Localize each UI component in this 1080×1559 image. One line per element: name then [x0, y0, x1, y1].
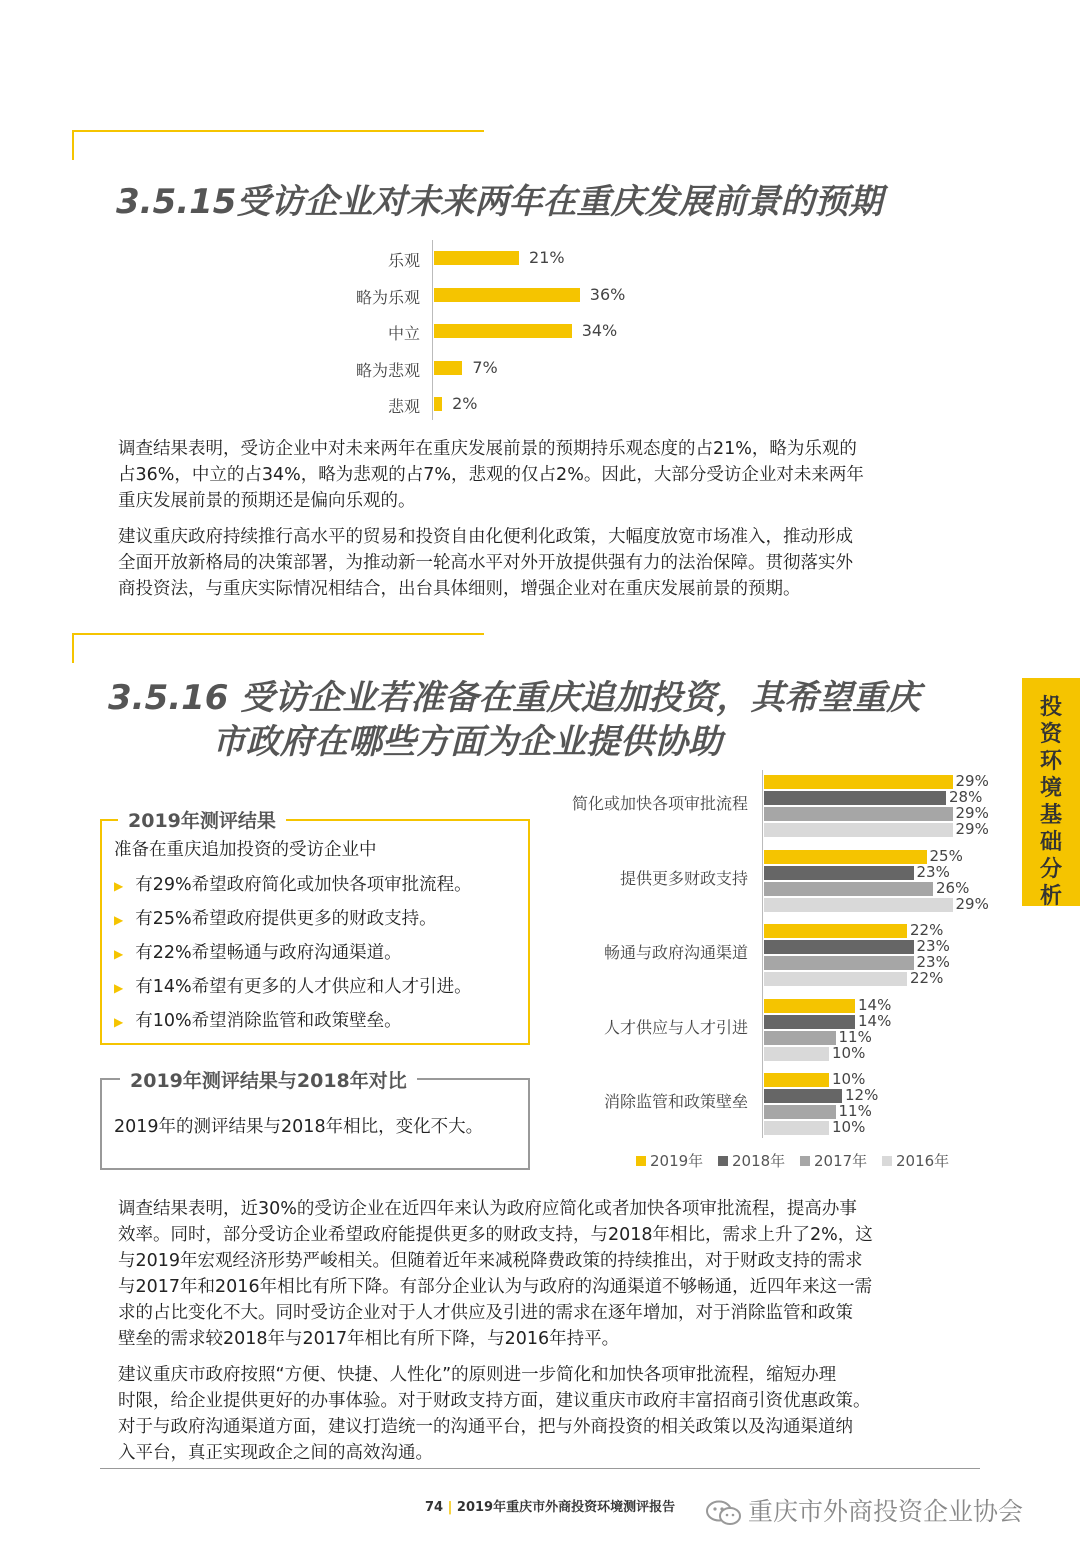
arrow-right-icon: ▶ — [114, 947, 124, 961]
legend-swatch — [636, 1156, 646, 1166]
section1-paragraph2: 建议重庆政府持续推行高水平的贸易和投资自由化便利化政策，大幅度放宽市场准入，推动形成 全面开放新格局的决策部署，为推动新一轮高水平对外开放提供强有力的法治保障。贯彻落实外 商投资法，与重庆实际情况相结合，出台具体细则，增强企业对在重庆发展前景的预期。 — [118, 527, 853, 599]
results-box-title: 2019年测评结果 — [118, 806, 286, 833]
bar-category-label: 人才供应与人才引进 — [603, 1017, 748, 1037]
bar-value-label: 10% — [832, 1118, 866, 1136]
bar — [764, 1089, 842, 1103]
list-item-text: 有22%希望畅通与政府沟通渠道。 — [135, 943, 402, 963]
bar-value-label: 36% — [589, 284, 626, 304]
bar-value-label: 25% — [929, 846, 963, 865]
bar-value-label: 28% — [949, 788, 983, 806]
bar — [764, 807, 953, 821]
watermark — [706, 1492, 1023, 1528]
bar — [434, 361, 462, 375]
legend-swatch — [718, 1156, 728, 1166]
bar-category-label: 提供更多财政支持 — [619, 868, 748, 888]
bar — [764, 999, 855, 1013]
bar — [764, 1047, 829, 1061]
results-box-intro: 准备在重庆追加投资的受访企业中 — [114, 840, 377, 860]
bar-value-label: 23% — [916, 937, 950, 955]
bar-category-label: 悲观 — [387, 397, 420, 416]
bar-category-label: 消除监管和政策壁垒 — [603, 1092, 748, 1111]
legend-swatch — [800, 1156, 810, 1166]
bar — [764, 1105, 836, 1119]
watermark-text: 重庆市外商投资企业协会 — [748, 1497, 1024, 1526]
arrow-right-icon: ▶ — [114, 913, 124, 927]
section2-deco-side — [72, 633, 74, 663]
chart-axis — [762, 770, 763, 1138]
bar-value-label: 11% — [838, 1102, 872, 1120]
comparison-box-title: 2019年测评结果与2018年对比 — [120, 1066, 417, 1093]
legend-item — [800, 1150, 867, 1171]
side-tab-char: 础 — [1039, 830, 1062, 855]
bar-category-label: 乐观 — [387, 251, 420, 270]
section2-deco-top — [72, 633, 484, 635]
bar-value-label: 7% — [472, 357, 498, 377]
section2-title-line1: 3.5.16 受访企业若准备在重庆追加投资，其希望重庆 — [108, 678, 921, 718]
bar-category-label: 简化或加快各项审批流程 — [571, 794, 748, 813]
bar-value-label: 14% — [858, 995, 892, 1014]
side-tab-char: 环 — [1039, 749, 1062, 774]
bar — [764, 924, 907, 938]
list-item — [114, 905, 437, 930]
section1-title: 3.5.15受访企业对未来两年在重庆发展前景的预期 — [116, 182, 883, 222]
report-title: 2019年重庆市外商投资环境测评报告 — [456, 1500, 676, 1515]
bar-value-label: 29% — [955, 820, 989, 838]
bar — [764, 1073, 829, 1087]
bar-value-label: 21% — [529, 248, 565, 267]
bar-value-label: 29% — [955, 894, 989, 913]
bar-value-label: 23% — [916, 953, 950, 971]
list-item-text: 有29%希望政府简化或加快各项审批流程。 — [135, 875, 472, 895]
list-item — [114, 871, 472, 896]
chat-bubble-icon — [706, 1500, 742, 1526]
bar — [764, 823, 953, 837]
side-tab-char: 分 — [1039, 857, 1062, 882]
list-item-text: 有10%希望消除监管和政策壁垒。 — [135, 1011, 402, 1031]
bar — [434, 324, 572, 338]
bar — [764, 898, 953, 912]
list-item — [114, 1007, 402, 1032]
bar — [764, 850, 927, 864]
bar-value-label: 10% — [832, 1043, 866, 1062]
bar — [764, 956, 914, 970]
bar-category-label: 略为悲观 — [355, 360, 420, 380]
bar — [434, 251, 519, 265]
bar-category-label: 略为乐观 — [355, 287, 420, 307]
legend-item — [718, 1150, 785, 1171]
bar — [764, 882, 933, 896]
bar-value-label: 34% — [581, 321, 618, 340]
arrow-right-icon: ▶ — [114, 981, 124, 995]
bar — [434, 397, 442, 411]
arrow-right-icon: ▶ — [114, 879, 124, 893]
bar — [764, 940, 914, 954]
bar-category-label: 中立 — [387, 324, 420, 343]
bar — [434, 288, 580, 302]
bar-category-label: 畅通与政府沟通渠道 — [603, 943, 748, 962]
list-item-text: 有14%希望有更多的人才供应和人才引进。 — [135, 977, 472, 997]
chart-axis — [432, 240, 433, 420]
bar — [764, 775, 953, 789]
bar-value-label: 14% — [858, 1011, 892, 1030]
side-tab-text — [1022, 694, 1080, 910]
list-item — [114, 973, 472, 998]
section1-paragraph1: 调查结果表明，受访企业中对未来两年在重庆发展前景的预期持乐观态度的占21%，略为乐观的 占36%，中立的占34%，略为悲观的占7%，悲观的仅占2%。因此，大部分受访企业对未来两年 重庆发展前景的预期还是偏向乐观的。 — [118, 439, 864, 511]
list-item — [114, 939, 402, 964]
side-tab-char: 析 — [1039, 884, 1062, 909]
bar-value-label: 2% — [452, 394, 478, 413]
bar-value-label: 10% — [832, 1070, 866, 1088]
legend-item — [882, 1150, 949, 1171]
bar — [764, 866, 914, 880]
section1-deco-side — [72, 130, 74, 160]
page-number: 74 — [425, 1500, 444, 1515]
bar — [764, 1015, 855, 1029]
side-tab-char: 资 — [1039, 722, 1062, 747]
bar — [764, 1031, 836, 1045]
bar-value-label: 22% — [910, 921, 944, 939]
legend-item — [636, 1150, 703, 1171]
legend-label: 2019年 — [650, 1152, 704, 1170]
bar-value-label: 29% — [955, 804, 989, 822]
bar-value-label: 23% — [916, 862, 950, 881]
side-tab-char: 投 — [1039, 695, 1062, 720]
bar-value-label: 22% — [910, 969, 944, 987]
bar — [764, 972, 907, 986]
legend-label: 2017年 — [814, 1152, 868, 1170]
outlook-chart — [220, 240, 780, 420]
footer-page — [425, 1496, 675, 1515]
section2-paragraph2: 建议重庆市政府按照“方便、快捷、人性化”的原则进一步简化和加快各项审批流程，缩短办理 时限，给企业提供更好的办事体验。对于财政支持方面，建议重庆市政府丰富招商引资优惠政策。 对于与政府沟通渠道方面，建议打造统一的沟通平台，把与外商投资的相关政策以及沟通渠道纳 入平台，真正实现政企之间的高效沟通。 — [118, 1365, 871, 1463]
section1-deco-top — [72, 130, 484, 132]
bar-value-label: 29% — [955, 772, 989, 790]
comparison-box-text: 2019年的测评结果与2018年相比，变化不大。 — [114, 1117, 484, 1137]
legend-label: 2016年 — [896, 1152, 950, 1170]
footer-separator: | — [447, 1500, 453, 1515]
section2-paragraph1: 调查结果表明，近30%的受访企业在近四年来认为政府应简化或者加快各项审批流程，提高办事 效率。同时，部分受访企业希望政府能提供更多的财政支持，与2018年相比，需求上升了2%，这 与2019年宏观经济形势严峻相关。但随着近年来减税降费政策的持续推出，对于财政支持的需求 与2017年和2016年相比有所下降。有部分企业认为与政府的沟通渠道不够畅通，近四年来这一需 求的占比变化不大。同时受访企业对于人才供应及引进的需求在逐年增加，对于消除监管和政策 壁垒的需求较2018年与2017年相比有所下降，与2016年持平。 — [118, 1199, 873, 1349]
bar-value-label: 12% — [845, 1086, 879, 1104]
list-item-text: 有25%希望政府提供更多的财政支持。 — [135, 909, 437, 929]
bar — [764, 791, 946, 805]
legend-label: 2018年 — [732, 1152, 786, 1170]
legend-swatch — [882, 1156, 892, 1166]
bar — [764, 1121, 829, 1135]
side-tab-char: 境 — [1039, 776, 1062, 801]
footer-divider — [100, 1468, 980, 1469]
arrow-right-icon: ▶ — [114, 1015, 124, 1029]
bar-value-label: 11% — [838, 1027, 872, 1046]
assistance-chart — [540, 770, 1010, 1170]
side-tab-char: 基 — [1039, 803, 1062, 828]
chapter-side-tab — [1022, 678, 1080, 909]
bar-value-label: 26% — [936, 878, 970, 897]
section2-title-line2: 市政府在哪些方面为企业提供协助 — [212, 722, 722, 762]
